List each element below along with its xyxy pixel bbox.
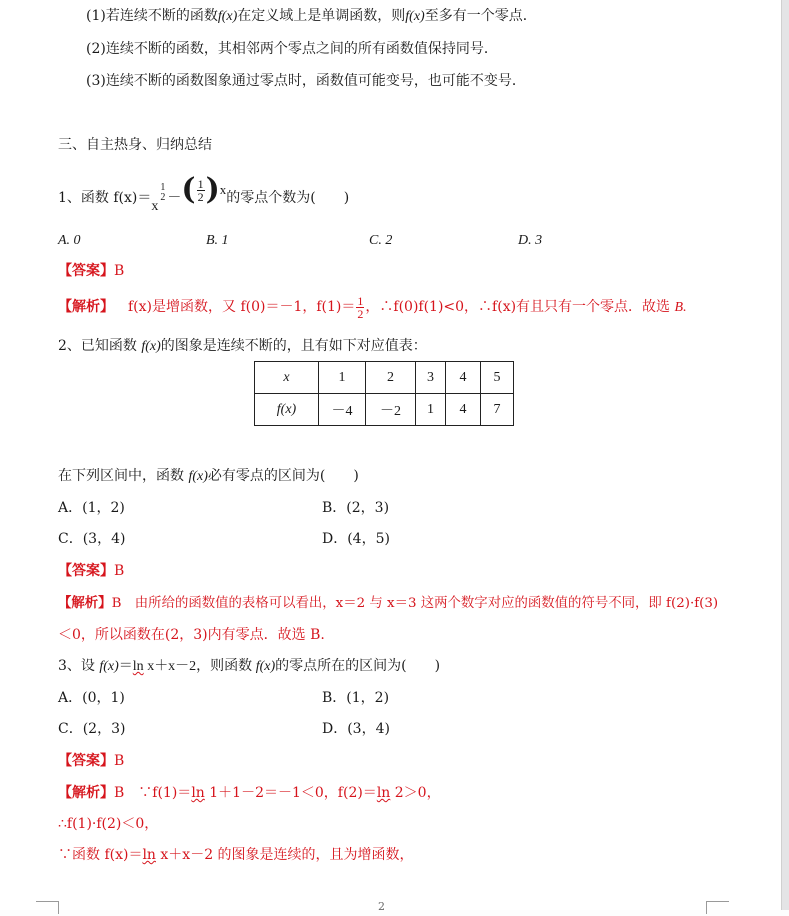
math-fx: f(x) xyxy=(188,469,208,484)
analysis-3-line-1 xyxy=(58,784,441,802)
table-cell: 7 xyxy=(481,394,514,426)
option-c[interactable]: C．(3，4) xyxy=(58,531,126,547)
math-fx: f(x) xyxy=(217,9,238,24)
analysis-text: ∵函数 f(x)＝ xyxy=(58,847,143,863)
property-2: (2)连续不断的函数，其相邻两个零点之间的所有函数值保持同号． xyxy=(86,41,498,57)
section-title: 三、自主热身、归纳总结 xyxy=(58,137,212,153)
math-exponent xyxy=(159,183,166,203)
answer-value: B xyxy=(114,753,125,769)
option-a[interactable]: A. 0 xyxy=(58,233,81,248)
table-cell: 4 xyxy=(446,362,481,394)
math-fx: f(x) xyxy=(255,659,276,674)
frac-num: 1 xyxy=(357,293,364,308)
option-a[interactable]: A．(0，1) xyxy=(58,690,125,706)
option-b[interactable]: B．(2，3) xyxy=(322,500,390,516)
table-cell: －4 xyxy=(319,394,366,426)
table-cell: －2 xyxy=(366,394,416,426)
scrollbar[interactable] xyxy=(781,0,789,910)
answer-3 xyxy=(58,752,124,770)
question-text: 1、函数 f(x)＝ xyxy=(58,190,152,206)
option-a[interactable]: A．(1，2) xyxy=(58,500,125,516)
analysis-text: ，∴f(0)f(1)<0，∴f(x)有且只有一个零点．故选 xyxy=(365,299,675,315)
analysis-text: x＋x－2 的图象是连续的，且为增函数， xyxy=(155,847,414,863)
analysis-2-line-1 xyxy=(58,594,718,613)
value-table xyxy=(254,361,514,426)
fraction xyxy=(356,295,364,320)
frac-den: 2 xyxy=(160,191,166,203)
table-cell: 5 xyxy=(481,362,514,394)
analysis-text: f(x)是增函数，又 f(0)＝－1，f(1)＝ xyxy=(128,299,356,315)
frac-den: 2 xyxy=(357,306,364,321)
question-text: 的零点所在的区间为( ) xyxy=(275,658,441,674)
question-2-prompt xyxy=(58,467,359,486)
margin-corner-left xyxy=(36,901,59,914)
question-3 xyxy=(58,657,440,676)
answer-label: 【答案】 xyxy=(58,263,114,279)
analysis-text: B. xyxy=(674,300,687,315)
option-b[interactable]: B．(1，2) xyxy=(322,690,390,706)
option-d[interactable]: D．(4，5) xyxy=(322,531,390,547)
analysis-text: 2＞0， xyxy=(390,785,441,801)
analysis-3-line-2: ∴f(1)·f(2)＜0， xyxy=(58,816,159,832)
frac-num: 1 xyxy=(160,181,166,193)
analysis-2-line-2: ＜0，所以函数在(2，3)内有零点．故选 B. xyxy=(58,627,325,643)
analysis-1 xyxy=(58,290,687,325)
question-text: ＝ xyxy=(118,658,133,674)
property-text: 在定义域上是单调函数，则 xyxy=(237,8,406,24)
question-2 xyxy=(58,337,427,356)
question-1 xyxy=(58,172,350,219)
property-text: 至多有一个零点． xyxy=(424,8,537,24)
table-cell: 2 xyxy=(366,362,416,394)
math-ln: ln xyxy=(376,785,391,801)
property-3: (3)连续不断的函数图象通过零点时，函数值可能变号，也可能不变号． xyxy=(86,73,526,89)
math-paren-fraction: ( $\frac{1}{2}$ )x xyxy=(181,172,227,207)
math-base: x xyxy=(151,199,159,214)
math-exponent: x xyxy=(219,182,227,197)
answer-2 xyxy=(58,562,124,580)
question-text: 的零点个数为( ) xyxy=(226,190,350,206)
math-ln: ln xyxy=(142,847,156,863)
math-ln: ln xyxy=(191,785,205,801)
answer-1 xyxy=(58,262,124,280)
table-cell: 4 xyxy=(446,394,481,426)
math-fx: f(x) xyxy=(405,9,425,24)
analysis-text: B ∵f(1)＝ xyxy=(114,785,192,801)
frac-num: 1 xyxy=(197,176,204,191)
option-c[interactable]: C. 2 xyxy=(369,233,393,248)
option-c[interactable]: C．(2，3) xyxy=(58,721,126,737)
option-d[interactable]: D．(3，4) xyxy=(322,721,390,737)
analysis-label: 【解析】 xyxy=(58,785,114,801)
analysis-text: 1＋1－2＝－1＜0，f(2)＝ xyxy=(204,785,377,801)
analysis-text: B 由所给的函数值的表格可以看出，x＝2 与 x＝3 这两个数字对应的函数值的符号不同，即 f(2)·f(3) xyxy=(111,596,719,611)
answer-label: 【答案】 xyxy=(58,563,114,579)
math-minus: － xyxy=(167,190,182,206)
table-cell: 3 xyxy=(416,362,446,394)
math-fx: f(x) xyxy=(141,339,161,354)
table-row xyxy=(255,362,514,394)
property-text: (1)若连续不断的函数 xyxy=(86,8,218,24)
math-ln: ln xyxy=(132,659,144,674)
table-header-fx: f(x) xyxy=(255,394,319,426)
table-cell: 1 xyxy=(319,362,366,394)
question-text: 必有零点的区间为( ) xyxy=(207,468,359,484)
math-power xyxy=(151,181,167,214)
fraction xyxy=(197,178,205,203)
option-d[interactable]: D. 3 xyxy=(518,233,543,248)
analysis-label: 【解析】 xyxy=(58,299,114,315)
analysis-3-line-3 xyxy=(58,846,414,864)
table-header-x: x xyxy=(255,362,319,394)
answer-value: B xyxy=(114,263,125,279)
question-text: 的图象是连续不断的，且有如下对应值表： xyxy=(160,338,427,354)
property-1 xyxy=(86,7,537,26)
question-text: 2、已知函数 xyxy=(58,338,142,354)
math-fx: f(x) xyxy=(99,659,119,674)
question-text: 3、设 xyxy=(58,658,100,674)
analysis-label: 【解析】 xyxy=(58,595,112,611)
question-text: x＋x－2，则函数 xyxy=(143,659,256,674)
frac-den: 2 xyxy=(197,189,204,204)
question-text: 在下列区间中，函数 xyxy=(58,468,189,484)
answer-value: B xyxy=(114,563,125,579)
option-b[interactable]: B. 1 xyxy=(206,233,229,248)
table-row xyxy=(255,394,514,426)
answer-label: 【答案】 xyxy=(58,753,114,769)
margin-corner-right xyxy=(706,901,729,914)
table-cell: 1 xyxy=(416,394,446,426)
page-number: 2 xyxy=(378,900,385,913)
